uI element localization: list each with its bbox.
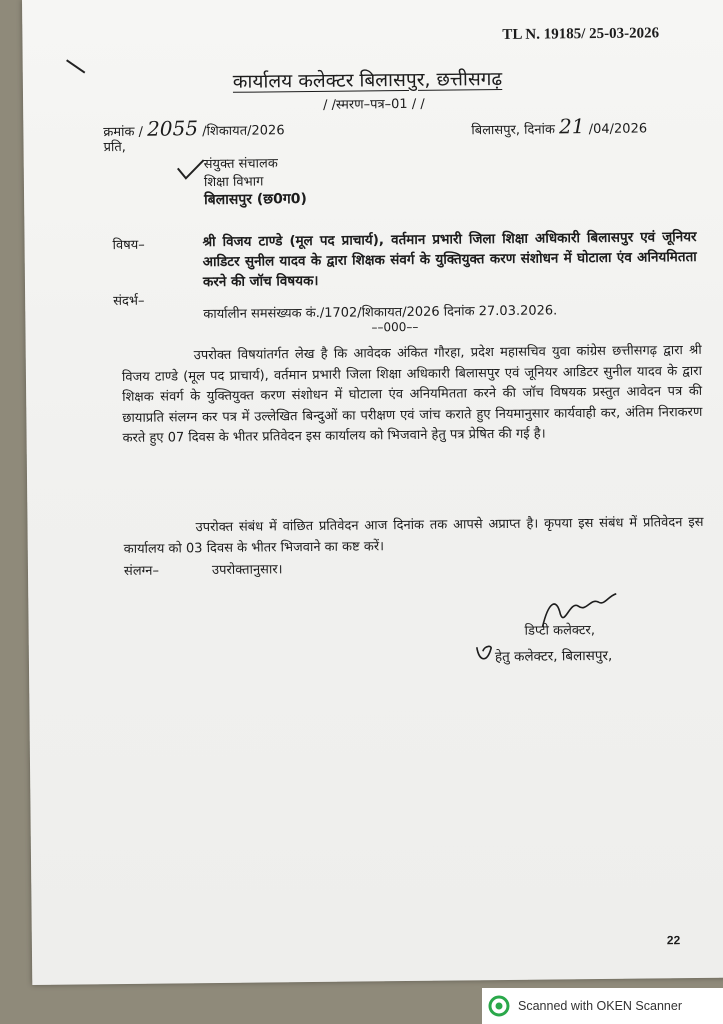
kramank-number-handwritten: 2055 [146,116,199,141]
date-day-handwritten: 21 [558,114,585,139]
letter-date [471,113,647,139]
date-prefix: बिलासपुर, दिनांक [471,122,556,139]
addressee-line-2: शिक्षा विभाग [203,174,264,191]
letter-reference [103,115,284,141]
tick-mark-icon [176,158,206,182]
page-number: 22 [666,933,681,948]
addressee-line-1: संयुक्त संचालक [203,156,278,173]
signature-designation: डिप्टी कलेक्टर, [524,623,596,639]
pen-mark [66,59,85,73]
enclosure-label: संलग्न– [123,563,160,579]
date-suffix: /04/2026 [588,121,648,138]
kramank-label: क्रमांक / [103,124,144,141]
enclosure-value: उपरोक्तानुसार। [211,562,283,579]
tl-number: TL N. 19185/ 25-03-2026 [502,25,660,43]
scanner-text: Scanned with OKEN Scanner [518,999,682,1013]
kramank-suffix: /शिकायत/2026 [202,123,285,140]
scanner-watermark [482,988,723,1024]
separator: ––000–– [371,319,419,335]
subject-label: विषय– [112,237,145,254]
initial-mark-icon [473,643,495,665]
oken-scanner-logo-icon [488,995,510,1017]
body-paragraph-1: उपरोक्त विषयांतर्गत लेख है कि आवेदक अंकित गौरहा, प्रदेश महासचिव युवा कांग्रेस छत्तीसगढ़ द्वारा श्री विजय टाण्डे (मूल पद प्राचार्य), वर्तमान प्रभारी जिला शिक्षा अधिकारी बिलासपुर एवं जूनियर आडिटर सुनील यादव के द्वारा शिक्षक संवर्ग के युक्तियुक्त करण संशोधन में घोटाला एंव अनियमितता करने की जॉच विषयक प्रस्तुत आवेदन पत्र की छायाप्रति संलग्न कर पत्र में उल्लेखित बिन्दुओं का परीक्षण एवं जांच कराते हुए नियमानुसार कार्यवाही कर, अंतिम निराकरण करते हुए 07 दिवस के भीतर प्रतिवेदन इस कार्यालय को भिजवाने हेतु पत्र प्रेषित की गई है। [121,342,703,446]
subject-text: श्री विजय टाण्डे (मूल पद प्राचार्य), वर्तमान प्रभारी जिला शिक्षा अधिकारी बिलासपुर एवं जूनियर आडिटर सुनील यादव के द्वारा शिक्षक संवर्ग के युक्तियुक्त करण संशोधन में घोटाला एंव अनियमितता करने की जॉच विषयक। [202,228,697,291]
reference-label: संदर्भ– [113,293,145,310]
reminder-title: / /स्मरण–पत्र–01 / / [323,96,425,113]
body-paragraph-2: उपरोक्त संबंध में वांछित प्रतिवेदन आज दिनांक तक आपसे अप्राप्त है। कृपया इस संबंध में प्रतिवेदन इस कार्यालय को 03 दिवस के भीतर भिजवाने का कष्ट करें। [123,514,704,557]
signature-on-behalf: हेतु कलेक्टर, बिलासपुर, [494,647,613,666]
prati-label: प्रति, [103,139,126,156]
office-title: कार्यालय कलेक्टर बिलासपुर, छत्तीसगढ़ [232,67,503,93]
letter-page [22,0,723,985]
reference-text: कार्यालीन समसंख्यक कं./1702/शिकायत/2026 दिनांक 27.03.2026. [203,303,558,323]
addressee-line-3: बिलासपुर (छ0ग0) [204,191,307,209]
